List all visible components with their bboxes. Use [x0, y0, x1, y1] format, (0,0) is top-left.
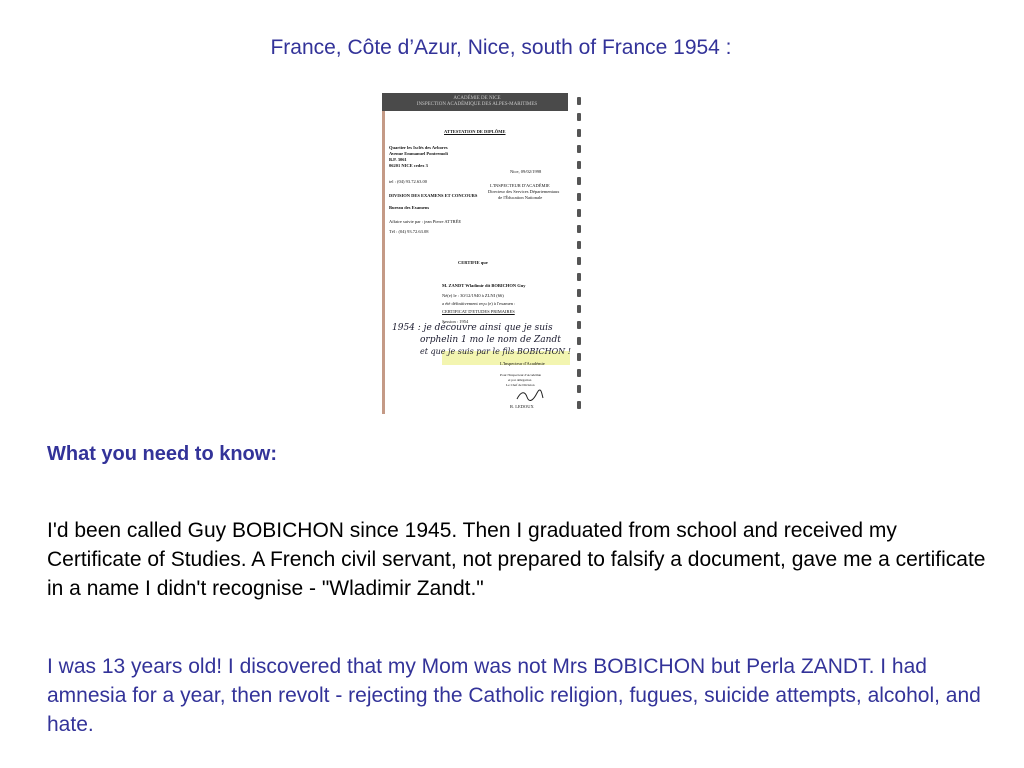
affaire-line: Tél : (04) 93.72.63.08 [389, 229, 429, 234]
address-line: Avenue Emmanuel Pontremoli [389, 151, 448, 156]
certifie-label: CERTIFIE que [458, 260, 488, 265]
inspector-line: Directeur des Services Départementaux [488, 189, 560, 194]
letterhead-line: INSPECTION ACADÉMIQUE DES ALPES-MARITIMES [416, 102, 538, 107]
date-place: Nice, 09/02/1998 [510, 169, 542, 174]
person-line: a été définitivement reçu (e) à l'examen : [442, 301, 516, 306]
telephone-line: tel : (04) 93.72.63.00 [389, 179, 427, 184]
section-heading: What you need to know: [47, 443, 277, 465]
document-letterhead [382, 93, 568, 111]
body-paragraph-highlighted: I was 13 years old! I discovered that my Mom was not Mrs BOBICHON but Perla ZANDT. I had amnesia for a year, then revolt - rejecting the Catholic religion, fugues, suicide attempts, alcohol, and hate. [47, 655, 981, 736]
address-line: 06201 NICE cedex 3 [389, 163, 428, 168]
closing-line: L'Inspecteur d'Académie [500, 361, 545, 366]
inspector-line: de l'Éducation Nationale [498, 195, 543, 200]
division-line: DIVISION DES EXAMENS ET CONCOURS [389, 193, 478, 198]
closing-line: Pour l'Inspecteur d'Académie [500, 373, 542, 377]
person-line: M. ZANDT Wladimir dit BOBICHON Guy [442, 283, 526, 288]
person-line: CERTIFICAT D'ETUDES PRIMAIRES [442, 309, 515, 314]
division-line: Bureau des Examens [389, 205, 430, 210]
page-title: France, Côte d’Azur, Nice, south of France 1954 : [270, 36, 732, 59]
closing-line: Le Chef de Division [506, 383, 535, 387]
affaire-line: Affaire suivie par : jean Pierre ATTRÉE [389, 219, 462, 224]
document-title: ATTESTATION DE DIPLÔME [444, 129, 506, 134]
handwriting-line: orphelin 1 mo le nom de Zandt [420, 335, 561, 345]
handwriting-line: et que je suis par le fils BOBICHON ! [420, 347, 571, 356]
address-line: B.P. 3061 [389, 157, 407, 162]
person-line: Session : 1954 [442, 319, 469, 324]
inspector-line: L'INSPECTEUR D'ACADÉMIE [490, 183, 550, 188]
certificate-document-image [382, 93, 585, 414]
document-edge [382, 111, 385, 414]
handwriting-line: 1954 : je découvre ainsi que je suis [392, 323, 553, 333]
handwritten-note [392, 323, 572, 367]
closing-line: et par délégation [508, 378, 532, 382]
signature-image [515, 389, 545, 403]
address-line: Quartier les Isclés des Arbores [389, 145, 448, 150]
person-line: Né(e) le : 30/12/1940 à ZLNI (66) [442, 293, 504, 298]
body-paragraph: I'd been called Guy BOBICHON since 1945. Then I graduated from school and received my Certificate of Studies. A French civil servant, not prepared to falsify a document, gave me a certificate in a name I didn't recognise - "Wladimir Zandt." [47, 519, 986, 600]
binding-spiral [572, 97, 584, 413]
closing-line: R. LEDOUX [510, 404, 534, 409]
letterhead-line: ACADÉMIE DE NICE [453, 96, 501, 101]
